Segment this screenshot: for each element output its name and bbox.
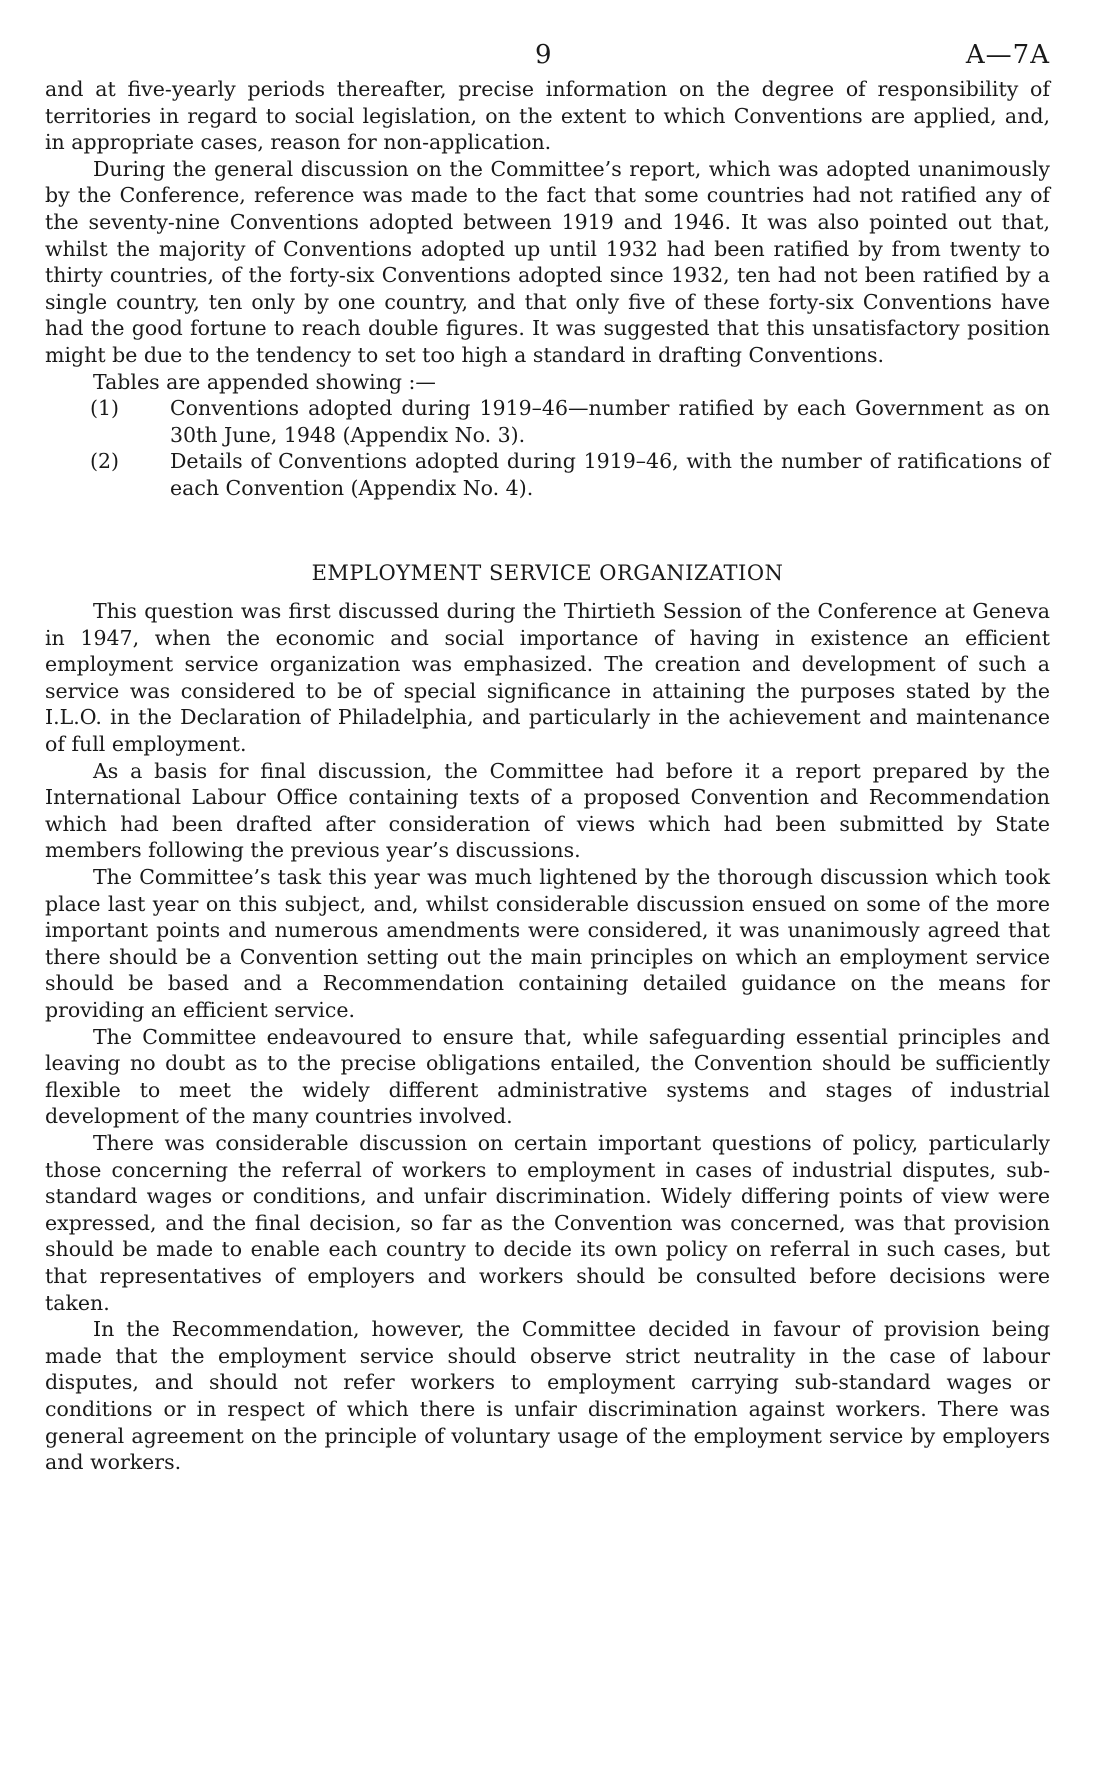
section-paragraph: There was considerable discussion on certain important questions of policy, particularly those concerning the referral of workers to employment in cases of industrial disputes, sub-standard wages or conditions, and unfair discrimination. Widely differing points of view were expressed, and the final decision, so far as the Convention was concerned, was that provision should be made to enable each country to decide its own policy on referral in such cases, but that representatives of employers and workers should be consulted before decisions were taken. <box>45 1130 1050 1315</box>
section-paragraph: As a basis for final discussion, the Committee had before it a report prepared by the International Labour Office containing texts of a proposed Convention and Recommendation which had been drafted after consideration of views which had been submitted by State members following the previous year’s discussions. <box>45 758 1050 863</box>
paragraph-ratification-discussion: During the general discussion on the Committee’s report, which was adopted unanimously by the Conference, reference was made to the fact that some countries had not ratified any of the seventy-nine Conventions adopted between 1919 and 1946. It was also pointed out that, whilst the majority of Conventions adopted up until 1932 had been ratified by from twenty to thirty countries, of the forty-six Conventions adopted since 1932, ten had not been ratified by a single country, ten only by one country, and that only five of these forty-six Conventions have had the good fortune to reach double figures. It was suggested that this unsatisfactory position might be due to the tendency to set too high a standard in drafting Conventions. <box>45 156 1050 367</box>
list-item-text: Conventions adopted during 1919–46—number ratified by each Government as on 30th June, 1948 (Appendix No. 3). <box>170 396 1050 447</box>
page-header <box>45 40 1050 76</box>
document-page <box>45 40 1050 1476</box>
list-item <box>45 395 1050 448</box>
list-marker: (1) <box>90 396 120 421</box>
list-item <box>45 448 1050 501</box>
section-paragraph: The Committee endeavoured to ensure that, while safeguarding essential principles and leaving no doubt as to the precise obligations entailed, the Convention should be sufficiently flexible to meet the widely different administrative systems and stages of industrial development of the many countries involved. <box>45 1024 1050 1129</box>
list-item-text: Details of Conventions adopted during 1919–46, with the number of ratifications of each Convention (Appendix No. 4). <box>170 449 1050 500</box>
list-marker: (2) <box>90 449 120 474</box>
page-number: 9 <box>535 40 552 70</box>
body-text <box>45 76 1050 1476</box>
section-paragraph: In the Recommendation, however, the Committee decided in favour of provision being made that the employment service should observe strict neutrality in the case of labour disputes, and should not refer workers to employment carrying sub-standard wages or conditions or in respect of which there is unfair discrimination against workers. There was general agreement on the principle of voluntary usage of the employment service by employers and workers. <box>45 1317 1050 1475</box>
paragraph-tables-intro: Tables are appended showing :— <box>93 369 436 394</box>
section-paragraph: The Committee’s task this year was much lightened by the thorough discussion which took place last year on this subject, and, whilst considerable discussion ensued on some of the more important points and numerous amendments were considered, it was unanimously agreed that there should be a Convention setting out the main principles on which an employment service should be based and a Recommendation containing detailed guidance on the means for providing an efficient service. <box>45 865 1050 1022</box>
section-heading: EMPLOYMENT SERVICE ORGANIZATION <box>311 560 784 585</box>
section-paragraph: This question was first discussed during the Thirtieth Session of the Conference at Geneva in 1947, when the economic and social importance of having in existence an efficient employment service organization was emphasized. The creation and development of such a service was considered to be of special significance in attaining the purposes stated by the I.L.O. in the Declaration of Philadelphia, and particularly in the achievement and maintenance of full employment. <box>45 599 1050 757</box>
document-reference: A—7A <box>965 40 1050 70</box>
appendix-list <box>45 395 1050 501</box>
paragraph-continued: and at five-yearly periods thereafter, precise information on the degree of responsibility of territories in regard to social legislation, on the extent to which Conventions are applied, and, in appropriate cases, reason for non-application. <box>45 77 1050 155</box>
